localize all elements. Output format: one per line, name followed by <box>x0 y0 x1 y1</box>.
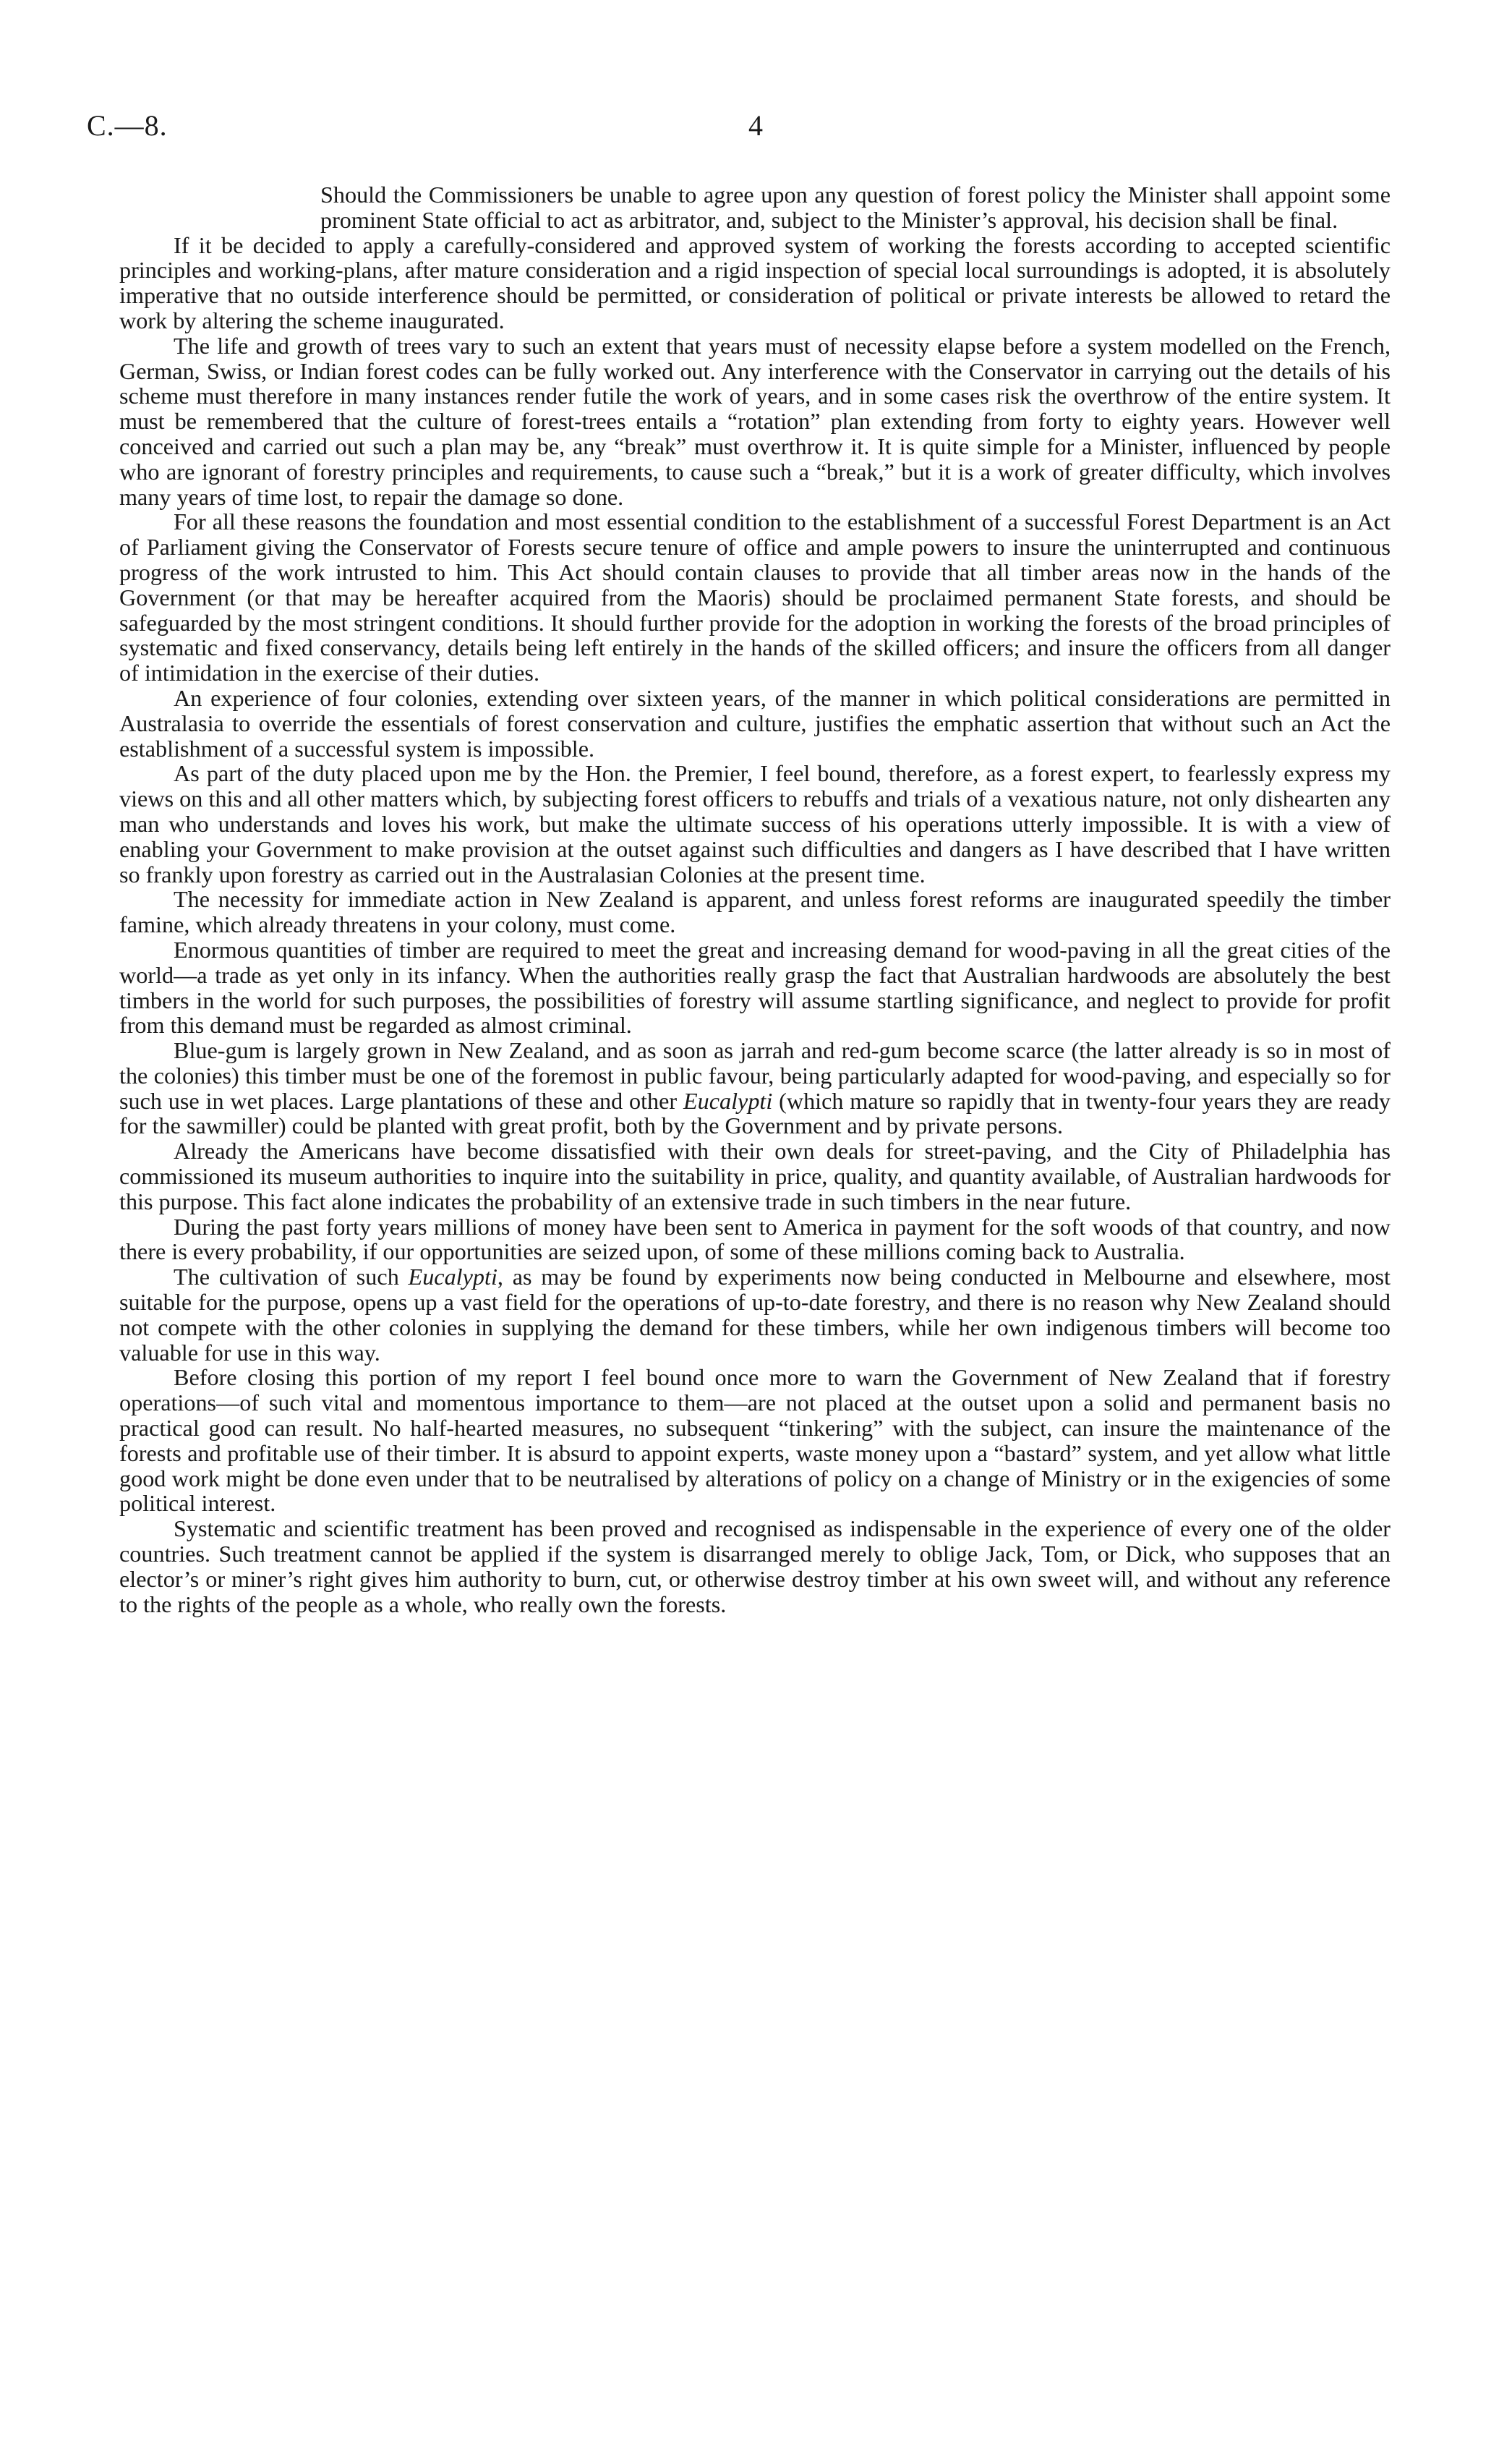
paragraph-act-of-parliament: For all these reasons the foundation and most essential condition to the establishment of a successful Forest Department is an Act of Parliament giving the Conservator of Forests secure tenure of office and ample powers to insure the uninterrupted and continuous progress of the work intrusted to him. This Act should contain clauses to provide that all timber areas now in the hands of the Government (or that may be hereafter acquired from the Maoris) should be proclaimed permanent State forests, and should be safeguarded by the most stringent conditions. It should further provide for the adoption in working the forests of the broad principles of systematic and fixed conservancy, details being left entirely in the hands of the skilled officers; and insure the officers from all danger of intimidation in the exercise of their duties. <box>119 508 1391 686</box>
paragraph-duty: As part of the duty placed upon me by the Hon. the Premier, I feel bound, therefore, as a forest expert, to fearlessly express my views on this and all other matters which, by subjecting forest officers to rebuffs and trials of a vexatious nature, not only dishearten any man who understands and loves his work, but make the ultimate success of his operations utterly impossible. It is with a view of enabling your Government to make provision at the outset against such difficulties and dangers as I have described that I have written so frankly upon forestry as carried out in the Australasian Colonies at the present time. <box>119 760 1391 887</box>
paragraph-immediate-action: The necessity for immediate action in New Zealand is apparent, and unless forest reforms are inaugurated speedily the timber famine, which already threatens in your colony, must come. <box>119 886 1391 938</box>
paragraph-forty-years: During the past forty years millions of money have been sent to America in payment for the soft woods of that country, and now there is every probability, if our opportunities are seized upon, of some of these millions coming back to Australia. <box>119 1213 1391 1265</box>
cultivation-text-2: , as may be found by experiments now being conducted in Melbourne and elsewhere, most suitable for the purpose, opens up a vast field for the operations of up-to-date forestry, and there is no reason why New Zealand should not compete with the other colonies in supplying the demand for these timbers, while her own indigenous timbers will become too valuable for use in this way. <box>119 1264 1391 1366</box>
blue-gum-text-1: Blue-gum is largely grown in New Zealand, and as soon as jarrah and red-gum become scarce (the latter already is so in most of the colonies) this timber must be one of the foremost in public favour, being particularly adapted for wood-paving, and especially so for such use in wet places. Large plantations of these and other <box>119 1037 1391 1114</box>
paragraph-wood-paving: Enormous quantities of timber are required to meet the great and increasing demand for wood-paving in all the great cities of the world—a trade as yet only in its infancy. When the authorities really grasp the fact that Australian hardwoods are absolutely the best timbers in the world for such purposes, the possibilities of forestry will assume startling significance, and neglect to provide for profit from this demand must be regarded as almost criminal. <box>119 936 1391 1039</box>
document-reference: C.—8. <box>87 109 168 142</box>
cultivation-eucalypti: Eucalypti <box>408 1264 497 1290</box>
paragraph-four-colonies: An experience of four colonies, extending over sixteen years, of the manner in which political considerations are permitted in Australasia to override the essentials of forest conservation and culture, justifies the emphatic assertion that without such an Act the establishment of a successful system is impossible. <box>119 684 1391 762</box>
paragraph-blue-gum <box>119 1038 1391 1138</box>
paragraph-arbitration: Should the Commissioners be unable to agree upon any question of forest policy the Minister shall appoint some prominent State official to act as arbitrator, and, subject to the Minister’s approval, his decision shall be final. <box>320 182 1391 233</box>
paragraph-rotation: The life and growth of trees vary to such an extent that years must of necessity elapse before a system modelled on the French, German, Swiss, or Indian forest codes can be fully worked out. Any interference with the Conservator in carrying out the details of his scheme must therefore in many instances render futile the work of years, and in some cases risk the overthrow of the entire system. It must be remembered that the culture of forest-trees entails a “rotation” plan extending from forty to eighty years. However well conceived and carried out such a plan may be, any “break” must overthrow it. It is quite simple for a Minister, influenced by people who are ignorant of forestry principles and requirements, to cause such a “break,” but it is a work of greater difficulty, which involves many years of time lost, to repair the damage so done. <box>119 332 1391 510</box>
page-header <box>87 108 1388 152</box>
paragraph-system-working: If it be decided to apply a carefully-considered and approved system of working the forests according to accepted scientific principles and working-plans, after mature consideration and a rigid inspection of special local surroundings is adopted, it is absolutely imperative that no outside interference should be permitted, or consideration of political or private interests be allowed to retard the work by altering the scheme inaugurated. <box>119 231 1391 333</box>
paragraph-cultivation <box>119 1264 1391 1365</box>
cultivation-text-1: The cultivation of such <box>174 1264 409 1290</box>
paragraph-warning: Before closing this portion of my report I feel bound once more to warn the Government of New Zealand that if forestry operations—of such vital and momentous importance to them—are not placed at the outset upon a solid and permanent basis no practical good can result. No half-hearted measures, no subsequent “tinkering” with the subject, can insure the maintenance of the forests and profitable use of their timber. It is absurd to appoint experts, waste money upon a “bastard” system, and yet allow what little good work might be done even under that to be neutralised by alterations of policy on a change of Ministry or in the exigencies of some political interest. <box>119 1364 1391 1517</box>
blue-gum-text-2: (which mature so rapidly that in twenty-four years they are ready for the sawmiller) could be planted with great profit, both by the Government and by private persons. <box>119 1087 1391 1139</box>
blue-gum-eucalypti: Eucalypti <box>683 1087 773 1114</box>
page-number: 4 <box>748 109 763 142</box>
report-body <box>119 182 1391 1617</box>
paragraph-americans: Already the Americans have become dissatisfied with their own deals for street-paving, and the City of Philadelphia has commissioned its museum authorities to inquire into the suitability in price, quality, and quantity available, of Australian hardwoods for this purpose. This fact alone indicates the probability of an extensive trade in such timbers in the near future. <box>119 1138 1391 1214</box>
paragraph-systematic-treatment: Systematic and scientific treatment has been proved and recognised as indispensable in the experience of every one of the older countries. Such treatment cannot be applied if the system is disarranged merely to oblige Jack, Tom, or Dick, who supposes that an elector’s or miner’s right gives him authority to burn, cut, or otherwise destroy timber at his own sweet will, and without any reference to the rights of the people as a whole, who really own the forests. <box>119 1515 1391 1617</box>
